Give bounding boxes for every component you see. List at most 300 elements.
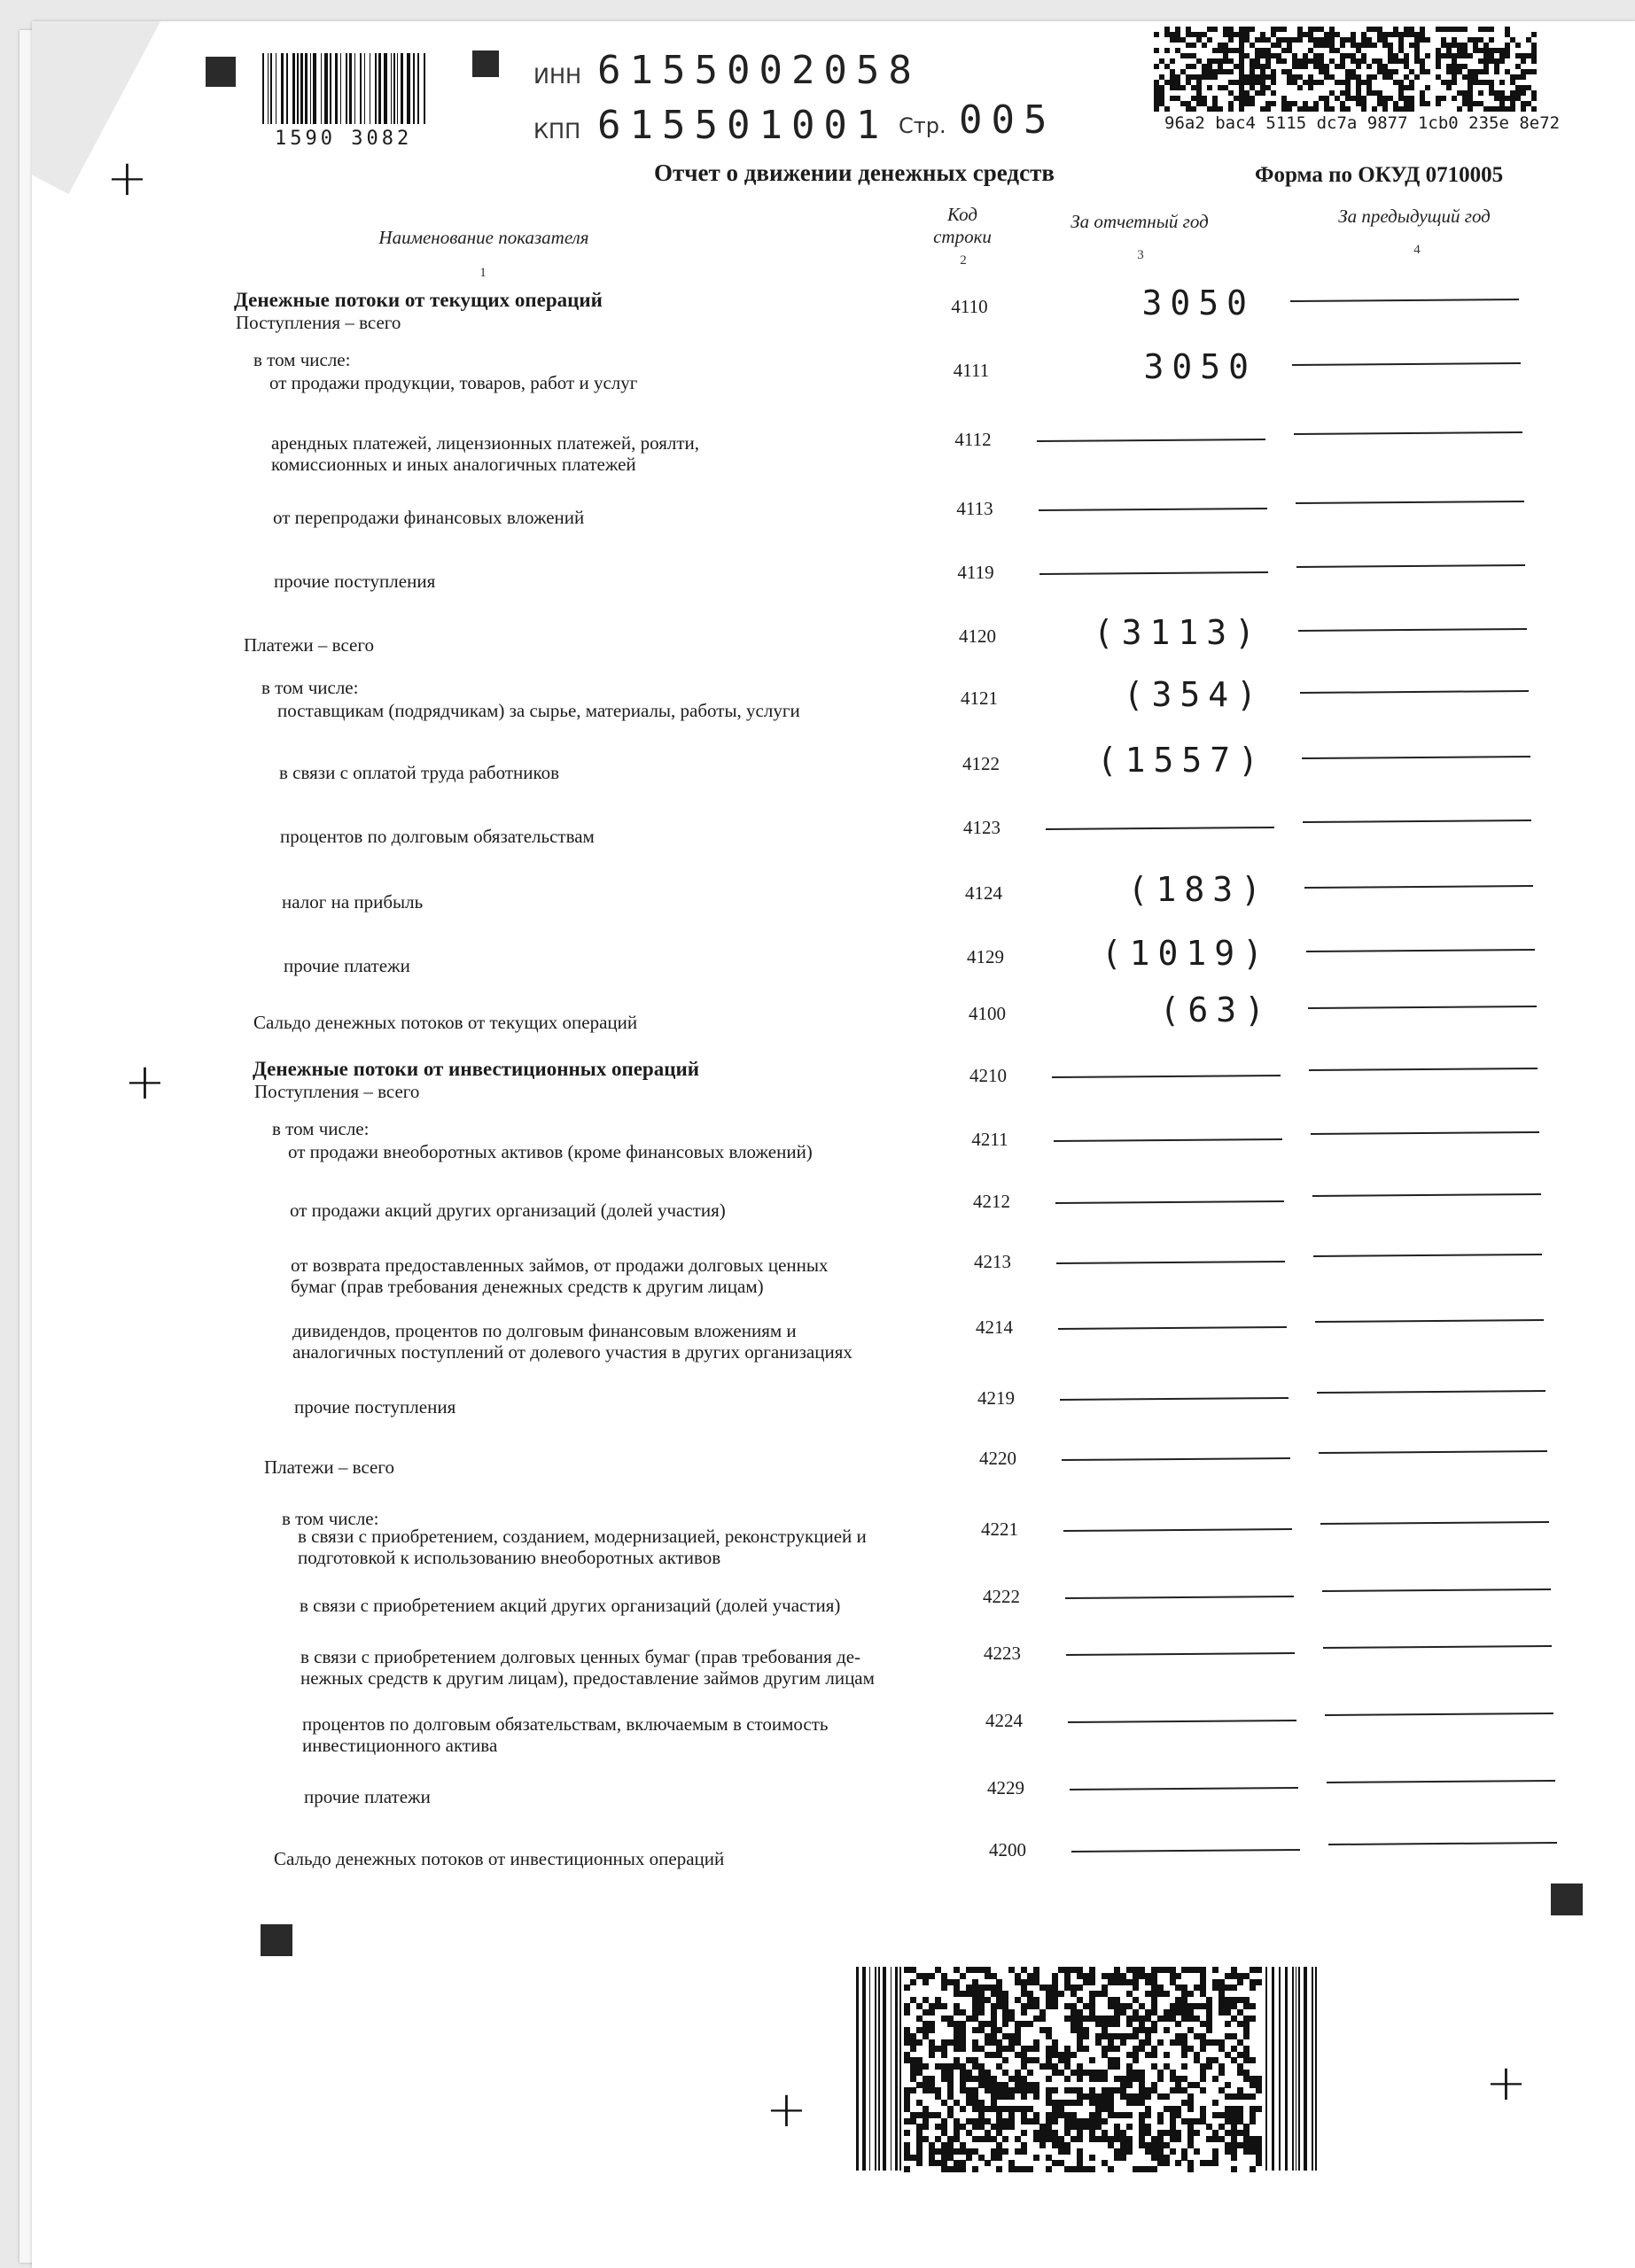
matrix-cell [1256,1967,1262,1973]
matrix-cell [1114,2076,1120,2082]
matrix-cell [991,2039,997,2046]
matrix-cell [1206,2160,1212,2166]
matrix-cell [1095,1991,1102,1997]
matrix-cell [1151,2166,1157,2172]
table-row [32,741,1635,806]
matrix-cell [1033,2155,1039,2161]
matrix-cell [910,2076,916,2082]
matrix-cell [972,2136,978,2142]
matrix-cell [1008,2093,1015,2100]
matrix-cell [972,2076,978,2082]
matrix-cell [904,1967,910,1973]
matrix-cell [1194,2118,1200,2124]
matrix-cell [1250,27,1255,32]
matrix-cell [1191,43,1196,48]
matrix-cell [1436,64,1441,69]
matrix-cell [947,2093,954,2100]
table-row [32,1643,1635,1696]
matrix-cell [1089,2166,1095,2172]
row-label-continued: инвестиционного актива [302,1735,498,1756]
matrix-cell [1120,2093,1126,2100]
matrix-cell [1250,2003,1256,2009]
matrix-cell [1102,2136,1108,2142]
current-year-value: (3113) [1093,613,1263,652]
matrix-cell [960,1973,966,1979]
current-year-empty-dash [1055,1200,1284,1204]
matrix-cell [1058,2148,1064,2155]
matrix-cell [996,2093,1002,2100]
matrix-cell [1521,74,1526,80]
previous-year-empty-dash [1320,1521,1549,1525]
matrix-cell [954,2166,960,2172]
matrix-cell [1083,2033,1089,2039]
matrix-cell [1002,2106,1008,2112]
matrix-cell [966,2118,972,2124]
barcode-bar [364,53,365,124]
matrix-cell [1095,2039,1102,2046]
matrix-cell [1015,1979,1021,1985]
matrix-cell [1064,2148,1071,2155]
matrix-cell [1170,2136,1176,2142]
matrix-cell [1260,90,1265,96]
matrix-cell [1015,2148,1021,2155]
matrix-cell [1250,1984,1256,1991]
matrix-cell [1468,53,1473,58]
barcode-bar [384,53,387,124]
row-label-continued: нежных средств к другим лицам), предоставление займов другим лицам [300,1667,875,1689]
matrix-cell [1089,2100,1095,2106]
matrix-cell [1095,2021,1102,2027]
barcode-bar [297,53,299,124]
barcode-bar [1279,1967,1281,2171]
matrix-cell [1212,2160,1218,2166]
matrix-cell [1145,2166,1151,2172]
barcode-bar [262,53,264,124]
matrix-cell [1033,2118,1039,2124]
matrix-cell [1083,2166,1089,2172]
matrix-cell [972,2027,978,2033]
matrix-cell [1393,69,1398,74]
matrix-cell [1021,2009,1027,2016]
current-year-empty-dash [1052,1075,1281,1078]
previous-year-empty-dash [1311,1131,1539,1135]
barcode-bar [313,53,316,124]
matrix-cell [1206,2063,1212,2070]
matrix-cell [947,2155,954,2161]
table-row [32,429,1635,482]
matrix-cell [1531,69,1537,74]
matrix-cell [916,2003,923,2009]
matrix-cell [1499,58,1505,64]
inn-label: ИНН [533,64,582,89]
matrix-cell [1002,2124,1008,2130]
matrix-cell [1483,69,1489,74]
matrix-cell [935,2046,941,2052]
matrix-cell [1164,2027,1170,2033]
matrix-cell [1287,106,1292,112]
previous-year-empty-dash [1306,949,1535,952]
current-year-value: (63) [1159,990,1273,1029]
matrix-cell [1250,2082,1256,2088]
row-label: от продажи продукции, товаров, работ и услуг [269,372,638,393]
matrix-cell [1002,2093,1008,2100]
matrix-cell [1281,27,1287,32]
matrix-cell [1015,1997,1021,2003]
matrix-cell [1243,1973,1250,1979]
matrix-cell [1164,2016,1170,2022]
current-year-value: 3050 [1143,347,1257,386]
matrix-cell [1145,2039,1151,2046]
barcode-bar [292,53,295,124]
matrix-cell [985,1997,991,2003]
matrix-cell [1151,2087,1157,2093]
matrix-cell [941,2076,947,2082]
previous-year-empty-dash [1308,1006,1537,1009]
matrix-cell [1145,2052,1151,2058]
matrix-cell [996,2166,1002,2172]
matrix-cell [985,2021,991,2027]
matrix-cell [910,2087,916,2093]
matrix-cell [1187,1967,1194,1973]
matrix-cell [954,1991,960,1997]
matrix-cell [1231,2016,1237,2022]
table-row [32,870,1635,936]
matrix-cell [1015,2166,1021,2172]
matrix-cell [1008,1967,1015,1973]
matrix-cell [1200,2076,1206,2082]
matrix-cell [978,2046,985,2052]
matrix-cell [1120,2039,1126,2046]
matrix-cell [1108,2166,1114,2172]
matrix-cell [1191,106,1196,112]
previous-year-empty-dash [1322,1588,1551,1592]
table-row [32,934,1635,999]
table-row [32,675,1635,741]
barcode-bar [397,53,398,124]
matrix-cell [985,1984,991,1991]
matrix-cell [935,2148,941,2155]
matrix-cell [1250,101,1255,106]
matrix-cell [1231,2155,1237,2161]
matrix-cell [904,1984,910,1991]
matrix-cell [1052,2160,1058,2166]
row-code: 4123 [963,817,1000,838]
matrix-cell [1039,1984,1046,1991]
matrix-barcode-top [1154,27,1537,112]
matrix-cell [1046,2155,1052,2161]
row-code: 4200 [989,1839,1026,1860]
matrix-cell [1046,2166,1052,2172]
matrix-cell [1194,2003,1200,2009]
matrix-cell [1243,2093,1250,2100]
barcode-bar [281,53,284,124]
matrix-cell [991,2052,997,2058]
matrix-cell [1237,1979,1243,1985]
matrix-cell [1108,2063,1114,2070]
matrix-cell [1499,80,1505,85]
matrix-cell [1489,27,1494,32]
matrix-cell [1250,2016,1256,2022]
matrix-cell [1071,2100,1077,2106]
matrix-cell [1212,2039,1218,2046]
matrix-cell [1231,2057,1237,2063]
row-code: 4222 [983,1586,1020,1607]
matrix-cell [1212,27,1218,32]
matrix-cell [1206,2124,1212,2130]
column-number-2: 2 [960,253,967,268]
matrix-cell [1126,2052,1133,2058]
matrix-cell [1200,2118,1206,2124]
matrix-cell [1170,1979,1176,1985]
matrix-cell [985,2160,991,2166]
barcode-bar [862,1967,866,2171]
row-label-continued: комиссионных и иных аналогичных платежей [271,454,636,475]
page-number: 005 [959,97,1056,143]
matrix-cell [1114,2021,1120,2027]
matrix-cell [1002,2136,1008,2142]
matrix-cell [1202,43,1207,48]
matrix-cell [947,2021,954,2027]
matrix-cell [978,2009,985,2016]
matrix-cell [1064,2016,1071,2022]
crosshair-mark: + [1485,2054,1527,2112]
current-year-empty-dash [1068,1720,1296,1723]
row-label: арендных платежей, лицензионных платежей, роялти, [271,432,700,454]
row-code: 4219 [977,1387,1015,1409]
row-code: 4110 [951,296,988,317]
matrix-cell [1064,2076,1071,2082]
matrix-cell [1157,1991,1164,1997]
row-label: Поступления – всего [236,312,401,333]
matrix-cell [1194,2082,1200,2088]
matrix-cell [1237,2039,1243,2046]
matrix-cell [1256,2160,1262,2166]
matrix-cell [1212,74,1218,80]
matrix-cell [1077,2166,1083,2172]
column-header-code: Код строки [933,204,992,247]
row-label: процентов по долговым обязательствам, включаемым в стоимость [302,1713,829,1735]
previous-year-empty-dash [1290,299,1519,302]
matrix-cell [1108,2142,1114,2148]
matrix-cell [1015,2087,1021,2093]
matrix-cell [985,2106,991,2112]
previous-year-empty-dash [1328,1842,1557,1845]
matrix-cell [1271,90,1276,96]
previous-year-empty-dash [1317,1390,1545,1394]
section-heading: Денежные потоки от текущих операций [234,289,603,311]
row-label: Поступления – всего [254,1081,420,1102]
barcode-bar [417,53,419,124]
matrix-cell [1145,2130,1151,2136]
matrix-cell [991,2124,997,2130]
matrix-cell [996,2063,1002,2070]
matrix-cell [1218,2124,1225,2130]
barcode-bar [1292,1967,1294,2171]
current-year-empty-dash [1065,1596,1294,1599]
barcode-bar [360,53,362,124]
matrix-cell [1187,2142,1194,2148]
barcode-bar [1315,1967,1317,2171]
matrix-cell [1225,1973,1231,1979]
matrix-cell [1064,2100,1071,2106]
linear-barcode [262,53,428,124]
row-code: 4211 [971,1129,1008,1150]
matrix-cell [1071,2136,1077,2142]
matrix-cell [1027,2087,1033,2093]
matrix-cell [1108,2046,1114,2052]
matrix-cell [1133,2100,1139,2106]
matrix-cell [1425,85,1430,90]
matrix-cell [935,2093,941,2100]
matrix-cell [1015,2039,1021,2046]
matrix-cell [929,2009,935,2016]
matrix-cell [1052,2070,1058,2076]
matrix-cell [916,2039,923,2046]
matrix-cell [1175,2087,1181,2093]
matrix-cell [1039,2027,1046,2033]
matrix-cell [1089,2136,1095,2142]
matrix-cell [1126,2082,1133,2088]
matrix-cell [1102,2052,1108,2058]
matrix-cell [1133,2033,1139,2039]
matrix-cell [1225,2052,1231,2058]
previous-year-empty-dash [1300,690,1529,694]
matrix-cell [985,1973,991,1979]
matrix-cell [1200,2003,1206,2009]
matrix-cell [954,2009,960,2016]
matrix-cell [1329,106,1335,112]
current-year-empty-dash [1070,1787,1298,1790]
barcode-bar [1298,1967,1300,2171]
matrix-cell [1256,2087,1262,2093]
matrix-cell [966,2057,972,2063]
matrix-cell [1218,2009,1225,2016]
matrix-cell [1120,1979,1126,1985]
matrix-cell [1089,2057,1095,2063]
table-row [32,1508,1635,1572]
matrix-cell [954,2148,960,2155]
registration-marker-bottom-left [261,1924,292,1956]
matrix-cell [1039,2142,1046,2148]
matrix-cell [916,2112,923,2118]
matrix-cell [910,2155,916,2161]
matrix-cell [1531,106,1537,112]
matrix-cell [1027,2118,1033,2124]
matrix-cell [1237,2142,1243,2148]
matrix-cell [1175,2009,1181,2016]
table-row [32,562,1635,615]
matrix-cell [1194,2130,1200,2136]
previous-year-empty-dash [1298,628,1527,632]
matrix-cell [1008,2166,1015,2172]
matrix-cell [1033,2057,1039,2063]
matrix-cell [1021,2166,1027,2172]
current-year-empty-dash [1066,1652,1295,1656]
matrix-cell [941,2130,947,2136]
matrix-cell [1083,2070,1089,2076]
matrix-cell [1046,2063,1052,2070]
including-label: в том числе: [282,1508,379,1529]
registration-marker-top-left [206,57,236,87]
matrix-cell [1170,2076,1176,2082]
matrix-cell [978,2155,985,2161]
matrix-cell [1077,1984,1083,1991]
matrix-cell [960,2124,966,2130]
matrix-cell [916,2100,923,2106]
matrix-cell [1102,2160,1108,2166]
column-header-current-year: За отчетный год [1071,211,1209,232]
previous-year-empty-dash [1303,819,1531,823]
matrix-cell [941,2016,947,2022]
matrix-cell [996,2155,1002,2161]
matrix-cell [1071,2124,1077,2130]
matrix-cell [941,2166,947,2172]
matrix-cell [1154,48,1159,53]
matrix-cell [1139,2027,1145,2033]
matrix-cell [1218,2046,1225,2052]
matrix-cell [1225,1984,1231,1991]
current-year-empty-dash [1039,571,1268,575]
matrix-cell [1033,2003,1039,2009]
matrix-cell [929,2052,935,2058]
matrix-cell [1207,37,1212,43]
matrix-cell [960,2009,966,2016]
current-year-value: (354) [1123,675,1265,714]
matrix-cell [1083,2003,1089,2009]
matrix-cell [1212,2136,1218,2142]
matrix-cell [991,2136,997,2142]
barcode-bar [1304,1967,1307,2171]
matrix-cell [1077,2046,1083,2052]
matrix-cell [966,2130,972,2136]
row-label: от продажи акций других организаций (долей участия) [290,1200,726,1221]
matrix-cell [1308,85,1313,90]
matrix-cell [1366,64,1372,69]
form-page [32,21,1635,2268]
matrix-cell [935,2160,941,2166]
matrix-cell [1095,2136,1102,2142]
matrix-cell [1212,2076,1218,2082]
matrix-cell [1071,2027,1077,2033]
matrix-cell [1225,2009,1231,2016]
matrix-cell [1237,2070,1243,2076]
row-label-continued: бумаг (прав требования денежных средств к другим лицам) [291,1276,764,1297]
current-year-empty-dash [1071,1849,1300,1852]
matrix-cell [935,2003,941,2009]
matrix-cell [1170,2039,1176,2046]
matrix-cell [1139,2142,1145,2148]
row-label: налог на прибыль [282,891,424,913]
kpp-label: КПП [533,119,581,144]
matrix-cell [1021,2093,1027,2100]
matrix-cell [985,2136,991,2142]
matrix-cell [941,2003,947,2009]
matrix-cell [1145,1991,1151,1997]
matrix-cell [1077,2100,1083,2106]
matrix-cell [935,1967,941,1973]
row-code: 4220 [979,1448,1016,1469]
matrix-cell [1154,32,1159,37]
matrix-cell [916,2160,923,2166]
matrix-cell [1531,32,1537,37]
matrix-cell [1187,2082,1194,2088]
matrix-cell [1052,2118,1058,2124]
matrix-cell [1154,64,1159,69]
barcode-bar [310,53,311,124]
matrix-cell [1139,1973,1145,1979]
matrix-cell [1250,2148,1256,2155]
barcode-bar [407,53,410,124]
